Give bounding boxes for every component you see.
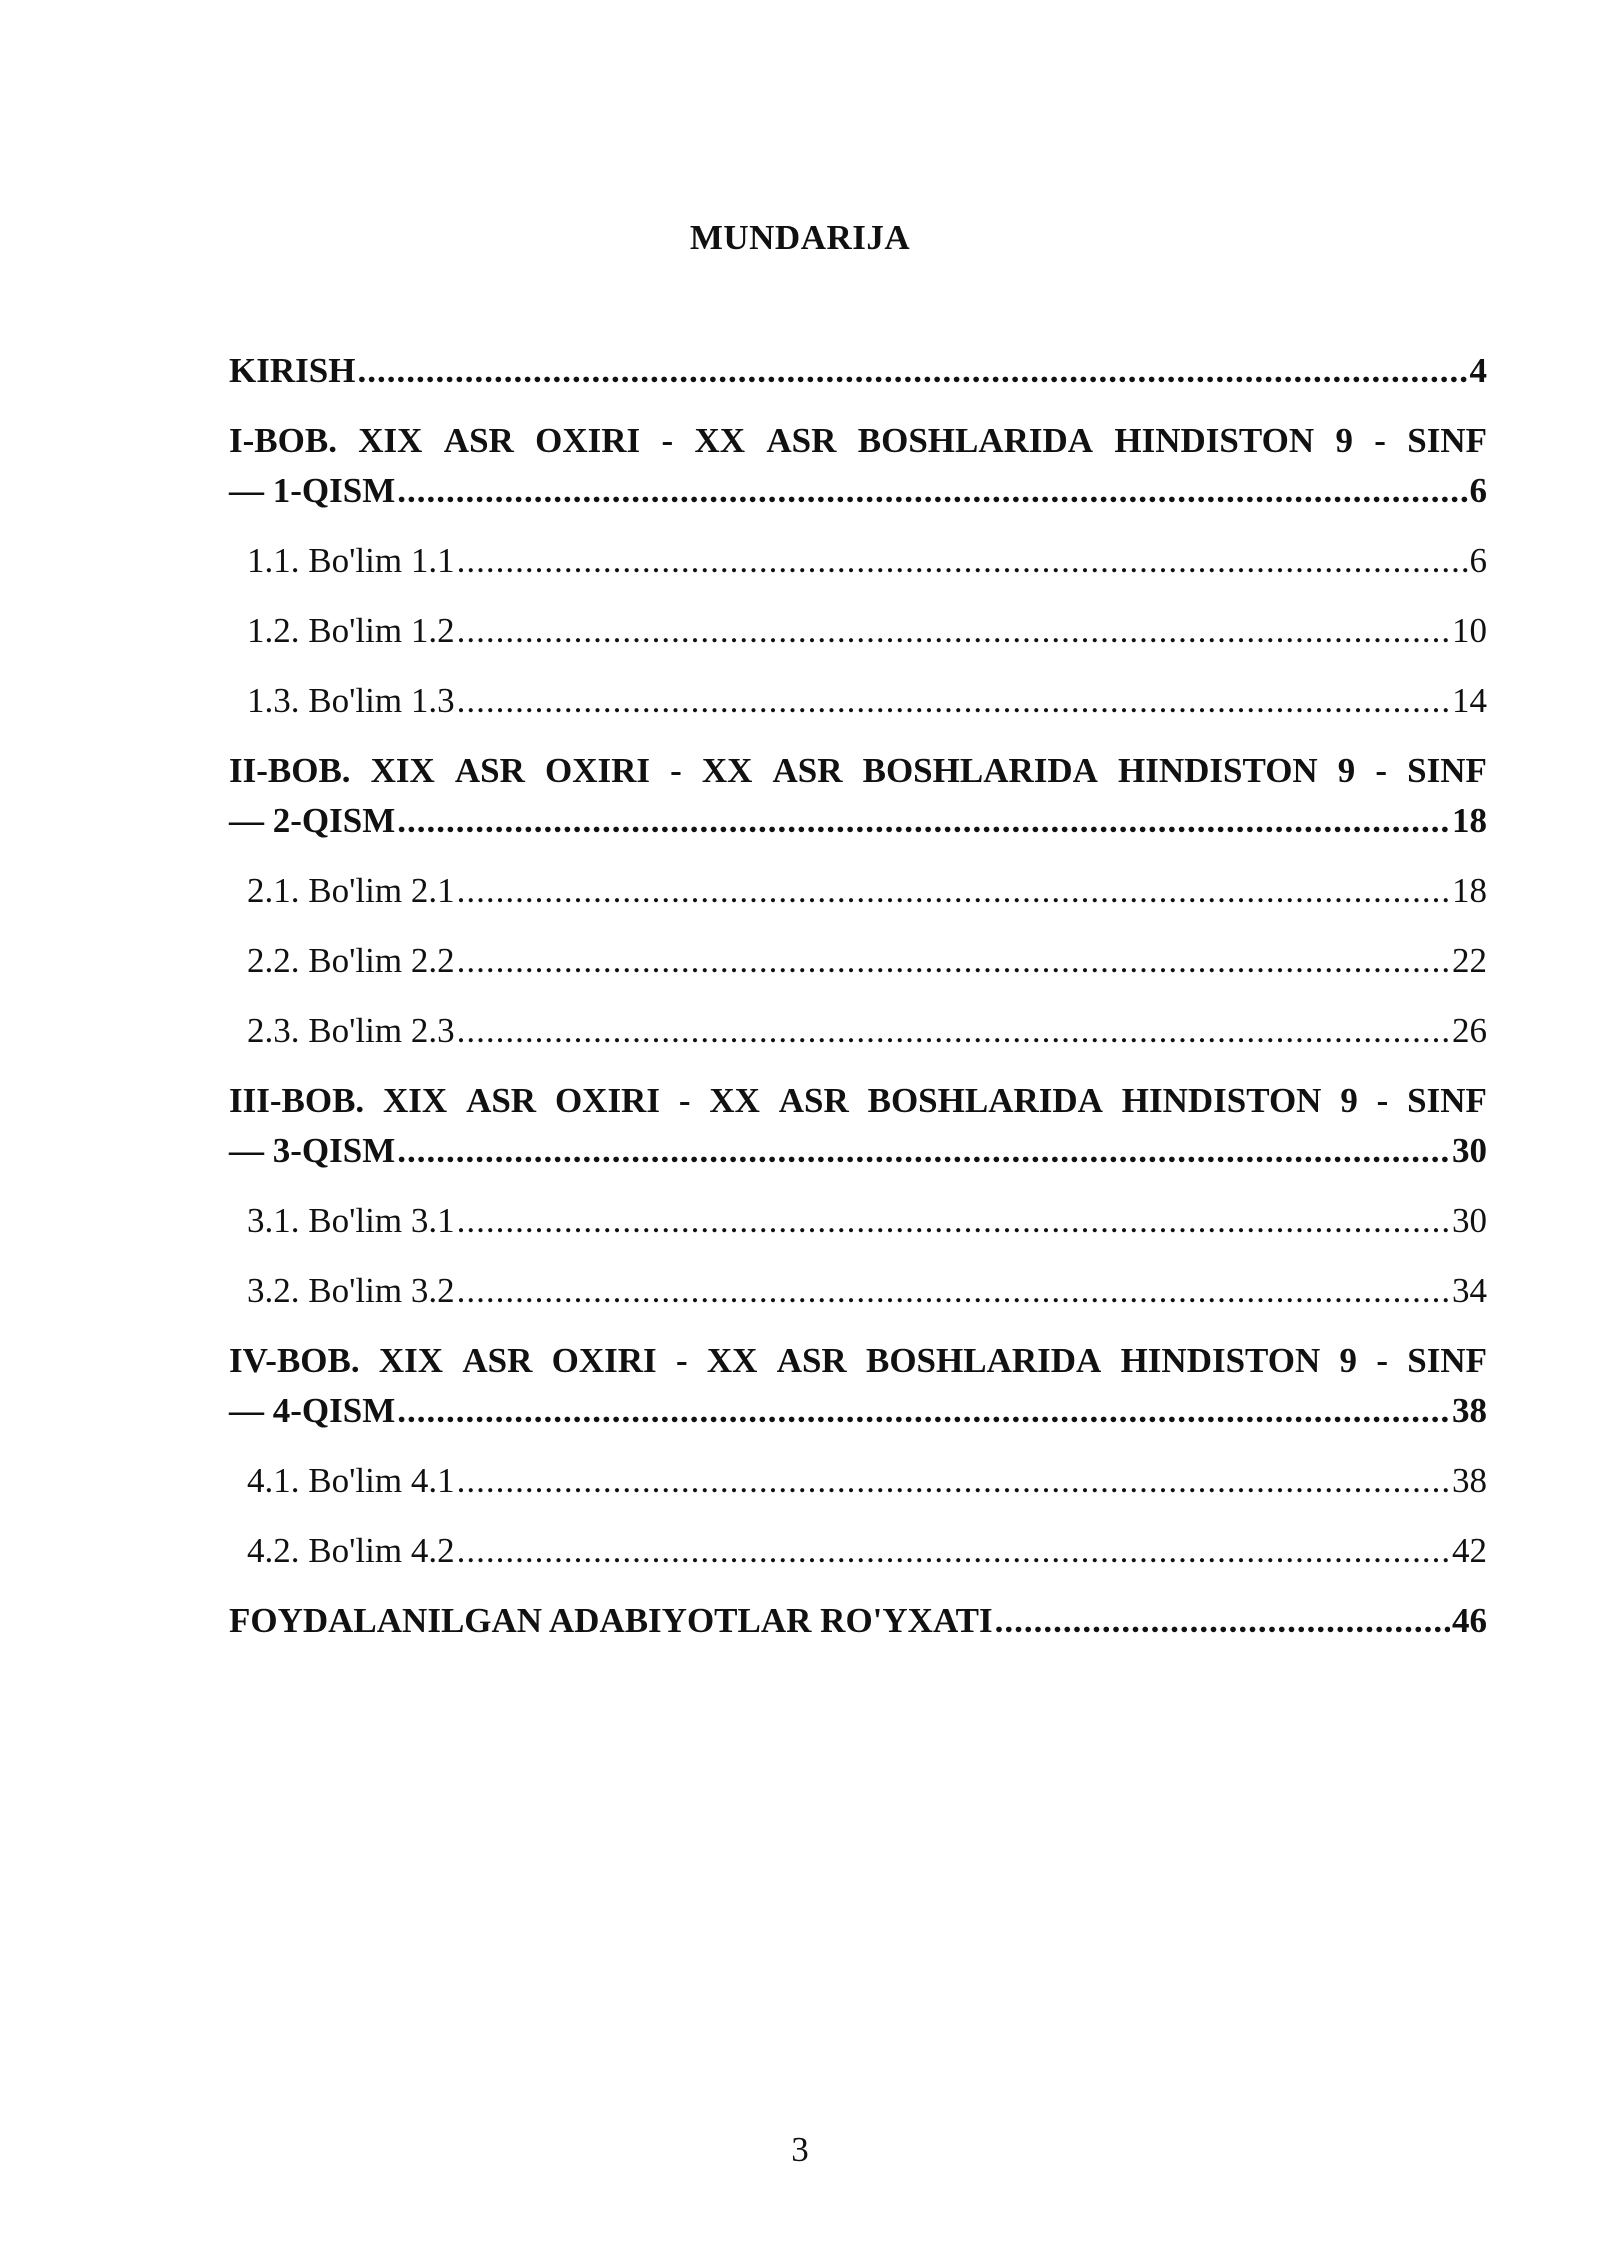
- chapter-title-word: ASR: [776, 1341, 847, 1380]
- toc-entry-page: 4: [1469, 351, 1487, 390]
- chapter-title-word: -: [670, 751, 682, 790]
- toc-entry-page: 6: [1469, 541, 1487, 580]
- toc-chapter-3[interactable]: [229, 1076, 1487, 1176]
- toc-entry-page: 10: [1452, 611, 1487, 650]
- chapter-title-word: BOSHLARIDA: [865, 1341, 1102, 1380]
- dot-leader: [457, 536, 1468, 586]
- chapter-title-word: ASR: [772, 751, 843, 790]
- toc-entry-section[interactable]: [229, 676, 1487, 726]
- chapter-title-line2: [229, 1126, 1487, 1176]
- chapter-title-word: -: [1376, 1081, 1389, 1120]
- chapter-title-word: -: [661, 421, 674, 460]
- toc-entry-section[interactable]: [229, 1196, 1487, 1246]
- toc-entry-page: 34: [1452, 1271, 1487, 1310]
- dot-leader: [995, 1596, 1450, 1646]
- dot-leader: [457, 866, 1450, 916]
- chapter-title-word: -: [678, 1081, 691, 1120]
- toc-entry-page: 38: [1452, 1461, 1487, 1500]
- chapter-title-word: I-BOB.: [229, 421, 337, 460]
- chapter-title-word: OXIRI: [535, 421, 641, 460]
- toc-entry-label: 1.2. Bo'lim 1.2: [247, 611, 455, 650]
- chapter-title-line2: [229, 466, 1487, 516]
- toc-entry-label: 1.1. Bo'lim 1.1: [247, 541, 455, 580]
- chapter-title-word: XX: [694, 421, 746, 460]
- table-of-contents: [229, 346, 1487, 1646]
- dot-leader: [457, 1266, 1450, 1316]
- toc-entry-section[interactable]: [229, 1456, 1487, 1506]
- chapter-title-word: XX: [709, 1081, 760, 1120]
- toc-entry-label: — 3-QISM: [229, 1131, 396, 1170]
- chapter-title-word: XIX: [383, 1081, 448, 1120]
- chapter-title-word: SINF: [1407, 1341, 1487, 1380]
- chapter-title-word: 9: [1337, 751, 1356, 790]
- chapter-title-word: HINDISTON: [1114, 421, 1315, 460]
- toc-chapter-4[interactable]: [229, 1336, 1487, 1436]
- chapter-title-word: ASR: [454, 751, 525, 790]
- toc-entry-page: 46: [1452, 1601, 1487, 1640]
- chapter-title-line2: [229, 796, 1487, 846]
- chapter-title-line1: [229, 1076, 1487, 1126]
- toc-entry-label: KIRISH: [229, 351, 356, 390]
- chapter-title-word: SINF: [1407, 1081, 1487, 1120]
- toc-entry-label: — 4-QISM: [229, 1391, 396, 1430]
- dot-leader: [457, 1526, 1450, 1576]
- chapter-title-word: -: [1375, 751, 1388, 790]
- chapter-title-word: OXIRI: [545, 751, 651, 790]
- dot-leader: [357, 346, 1467, 396]
- dot-leader: [457, 606, 1450, 656]
- toc-entry-page: 30: [1452, 1131, 1487, 1170]
- toc-entry-page: 26: [1452, 1011, 1487, 1050]
- chapter-title-word: XIX: [370, 751, 435, 790]
- toc-entry-page: 30: [1452, 1201, 1487, 1240]
- toc-chapter-2[interactable]: [229, 746, 1487, 846]
- chapter-title-word: XIX: [378, 1341, 444, 1380]
- chapter-title-word: HINDISTON: [1118, 751, 1318, 790]
- chapter-title-word: OXIRI: [551, 1341, 657, 1380]
- chapter-title-word: III-BOB.: [229, 1081, 365, 1120]
- chapter-title-word: -: [1376, 1341, 1388, 1380]
- chapter-title-word: II-BOB.: [229, 751, 351, 790]
- dot-leader: [457, 1456, 1450, 1506]
- chapter-title-word: 9: [1335, 421, 1353, 460]
- toc-entry-page: 6: [1469, 471, 1487, 510]
- toc-entry-section[interactable]: [229, 1006, 1487, 1056]
- toc-entry-page: 42: [1452, 1531, 1487, 1570]
- toc-entry-label: FOYDALANILGAN ADABIYOTLAR RO'YXATI: [229, 1601, 993, 1640]
- toc-entry-section[interactable]: [229, 936, 1487, 986]
- dot-leader: [457, 676, 1450, 726]
- dot-leader: [397, 1126, 1450, 1176]
- chapter-title-line1: [229, 1336, 1487, 1386]
- dot-leader: [457, 1196, 1450, 1246]
- toc-entry-page: 18: [1452, 801, 1487, 840]
- toc-entry-page: 14: [1452, 681, 1487, 720]
- toc-entry-label: 3.2. Bo'lim 3.2: [247, 1271, 455, 1310]
- chapter-title-word: ASR: [462, 1341, 533, 1380]
- toc-entry-section[interactable]: [229, 536, 1487, 586]
- toc-entry-section[interactable]: [229, 606, 1487, 656]
- chapter-title-word: BOSHLARIDA: [862, 751, 1098, 790]
- chapter-title-word: 9: [1340, 1081, 1358, 1120]
- toc-entry-label: — 1-QISM: [229, 471, 396, 510]
- chapter-title-word: XX: [706, 1341, 758, 1380]
- chapter-title-word: 9: [1339, 1341, 1358, 1380]
- chapter-title-word: BOSHLARIDA: [867, 1081, 1103, 1120]
- toc-entry-section[interactable]: [229, 1526, 1487, 1576]
- chapter-title-word: ASR: [443, 421, 514, 460]
- toc-entry-label: 4.2. Bo'lim 4.2: [247, 1531, 455, 1570]
- chapter-title-word: ASR: [766, 421, 837, 460]
- chapter-title-word: -: [1374, 421, 1386, 460]
- dot-leader: [397, 796, 1450, 846]
- dot-leader: [457, 936, 1450, 986]
- toc-entry-intro[interactable]: [229, 346, 1487, 396]
- chapter-title-line1: [229, 746, 1487, 796]
- toc-entry-page: 38: [1452, 1391, 1487, 1430]
- chapter-title-word: OXIRI: [554, 1081, 660, 1120]
- toc-entry-label: 2.3. Bo'lim 2.3: [247, 1011, 455, 1050]
- chapter-title-word: SINF: [1407, 751, 1487, 790]
- toc-entry-page: 22: [1452, 941, 1487, 980]
- chapter-title-word: SINF: [1407, 421, 1487, 460]
- dot-leader: [457, 1006, 1450, 1056]
- toc-entry-label: 2.2. Bo'lim 2.2: [247, 941, 455, 980]
- chapter-title-line2: [229, 1386, 1487, 1436]
- chapter-title-word: XX: [701, 751, 753, 790]
- chapter-title-word: XIX: [358, 421, 423, 460]
- chapter-title-word: HINDISTON: [1120, 1341, 1321, 1380]
- toc-entry-label: 3.1. Bo'lim 3.1: [247, 1201, 455, 1240]
- toc-entry-label: 2.1. Bo'lim 2.1: [247, 871, 455, 910]
- toc-entry-section[interactable]: [229, 866, 1487, 916]
- toc-entry-label: — 2-QISM: [229, 801, 396, 840]
- chapter-title-word: BOSHLARIDA: [857, 421, 1094, 460]
- chapter-title-word: ASR: [778, 1081, 849, 1120]
- toc-entry-label: 4.1. Bo'lim 4.1: [247, 1461, 455, 1500]
- toc-chapters: [229, 416, 1487, 1596]
- chapter-title-line1: [229, 416, 1487, 466]
- toc-entry-label: 1.3. Bo'lim 1.3: [247, 681, 455, 720]
- chapter-title-word: IV-BOB.: [229, 1341, 360, 1380]
- chapter-title-word: ASR: [466, 1081, 537, 1120]
- toc-entry-section[interactable]: [229, 1266, 1487, 1316]
- toc-entry-bibliography[interactable]: [229, 1596, 1487, 1646]
- toc-entry-page: 18: [1452, 871, 1487, 910]
- chapter-title-word: HINDISTON: [1121, 1081, 1322, 1120]
- toc-chapter-1[interactable]: [229, 416, 1487, 516]
- dot-leader: [397, 1386, 1450, 1436]
- page-number: 3: [791, 2130, 809, 2169]
- dot-leader: [397, 466, 1467, 516]
- chapter-title-word: -: [675, 1341, 688, 1380]
- page-title: MUNDARIJA: [689, 218, 911, 257]
